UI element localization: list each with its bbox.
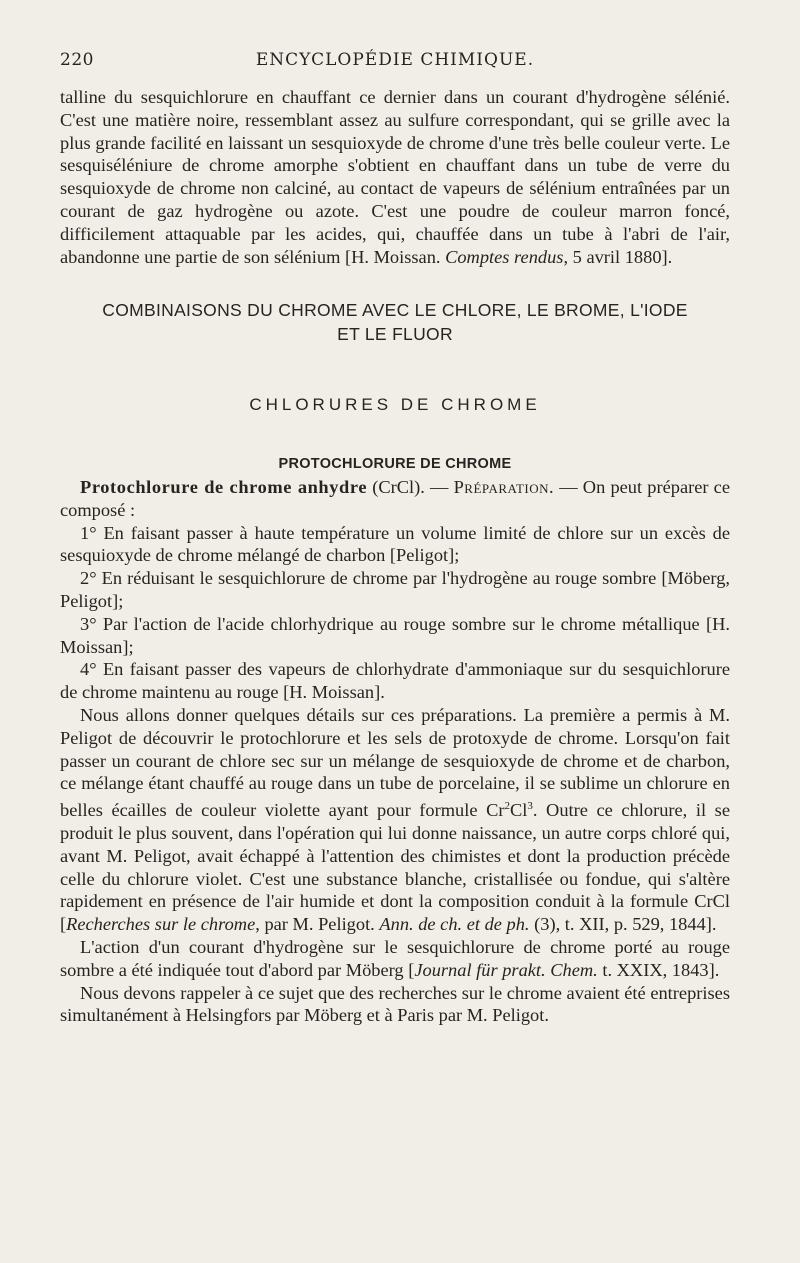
preparation-paragraph <box>60 476 730 522</box>
page-number: 220 <box>60 50 94 70</box>
details-text-b: Cl <box>509 800 528 821</box>
citation-title: Recherches sur le chrome <box>66 914 256 935</box>
details-text-e: (3), t. XII, p. 529, 1844]. <box>529 914 717 935</box>
details2-text-a: L'action d'un courant d'hydrogène sur le sesquichlorure de chrome porté au rouge sombre a été indiquée tout d'abord par Möberg [ <box>60 937 730 980</box>
running-title: ENCYCLOPÉDIE CHIMIQUE. <box>255 50 535 70</box>
intro-date: , 5 avril 1880]. <box>563 246 673 267</box>
page-body <box>60 86 730 1027</box>
method-item-2: 2° En réduisant le sesquichlorure de chrome par l'hydrogène au rouge sombre [Möberg, Peligot]; <box>60 568 730 611</box>
details-text-a: Nous allons donner quelques détails sur ces préparations. La première a permis à M. Peligot de découvrir le protochlorure et les sels de protoxyde de chrome. Lorsqu'on fait passer un courant de chlore sec sur un mélange de sesquioxyde de chrome et de charbon, ce mélange étant chauffé au rouge dans un tube de porcelaine, il se sublime un chlorure en belles écailles de couleur violette ayant pour formule Cr <box>60 704 730 821</box>
details-text-c: . Outre ce chlorure, il se produit le plus souvent, dans l'opération qui lui donne naissance, un autre corps chloré qui, avant M. Peligot, avait échappé à l'attention des chimistes et dont la production précède celle du chlorure violet. C'est une substance blanche, cristallisée ou fondue, qui s'altère rapidement en présence de l'air humide et dont la composition conduit à la formule CrCl [ <box>60 800 730 935</box>
section-heading-line-1: COMBINAISONS DU CHROME AVEC LE CHLORE, LE BROME, L'IODE <box>102 300 688 321</box>
citation-journal-2: Journal für prakt. Chem. <box>414 959 598 980</box>
section-heading <box>60 298 730 346</box>
details-paragraph-1 <box>60 704 730 936</box>
method-item-4: 4° En faisant passer des vapeurs de chlorhydrate d'ammoniaque sur du sesquichlorure de chrome maintenu au rouge [H. Moissan]. <box>60 659 730 703</box>
subscript-2: 2 <box>504 800 510 813</box>
method-item-1: 1° En faisant passer à haute température un volume limité de chlore sur un excès de sesquioxyde de chrome mélangé de charbon [Peligot]; <box>60 522 730 566</box>
intro-text: talline du sesquichlorure en chauffant ce dernier dans un courant d'hydrogène sélénié. C'est une matière noire, ressemblant assez au sulfure correspondant, qui se grille avec la plus grande facilité en laissant un sesquioxyde de chrome d'une très belle couleur verte. Le sesquiséléniure de chrome amorphe s'obtient en chauffant dans un tube de verre du sesquioxyde de chrome non calciné, au contact de vapeurs de sélénium entraînées par un courant de gaz hydrogène ou azote. C'est une poudre de couleur marron foncé, difficilement attaquable par les acides, qui, chauffée dans un tube à l'abri de l'air, abandonne une partie de son sélénium [H. Moissan. <box>60 87 730 267</box>
details2-text-b: t. XXIX, 1843]. <box>597 959 720 980</box>
preparation-intro: — On peut préparer ce composé : <box>60 476 730 520</box>
details-paragraph-3: Nous devons rappeler à ce sujet que des recherches sur le chrome avaient été entreprises simultanément à Helsingfors par Möberg et à Paris par M. Peligot. <box>60 982 730 1026</box>
compound-formula: (CrCl). — <box>367 476 454 497</box>
subscript-3: 3 <box>527 800 533 813</box>
subsubsection-heading: PROTOCHLORURE DE CHROME <box>278 456 512 473</box>
method-item-3: 3° Par l'action de l'acide chlorhydrique au rouge sombre sur le chrome métallique [H. Moissan]; <box>60 613 730 657</box>
details-paragraph-2 <box>60 936 730 982</box>
subsection-heading: CHLORURES DE CHROME <box>249 395 541 415</box>
preparation-label: Préparation. <box>453 476 555 497</box>
citation-journal: Ann. de ch. et de ph. <box>379 914 530 935</box>
details-text-d: , par M. Peligot. <box>255 914 380 935</box>
intro-citation: Comptes rendus <box>445 246 564 267</box>
intro-paragraph <box>60 86 730 268</box>
compound-title: Protochlorure de chrome anhydre <box>80 476 368 497</box>
section-heading-line-2: ET LE FLUOR <box>337 324 453 345</box>
page-header <box>60 50 730 78</box>
